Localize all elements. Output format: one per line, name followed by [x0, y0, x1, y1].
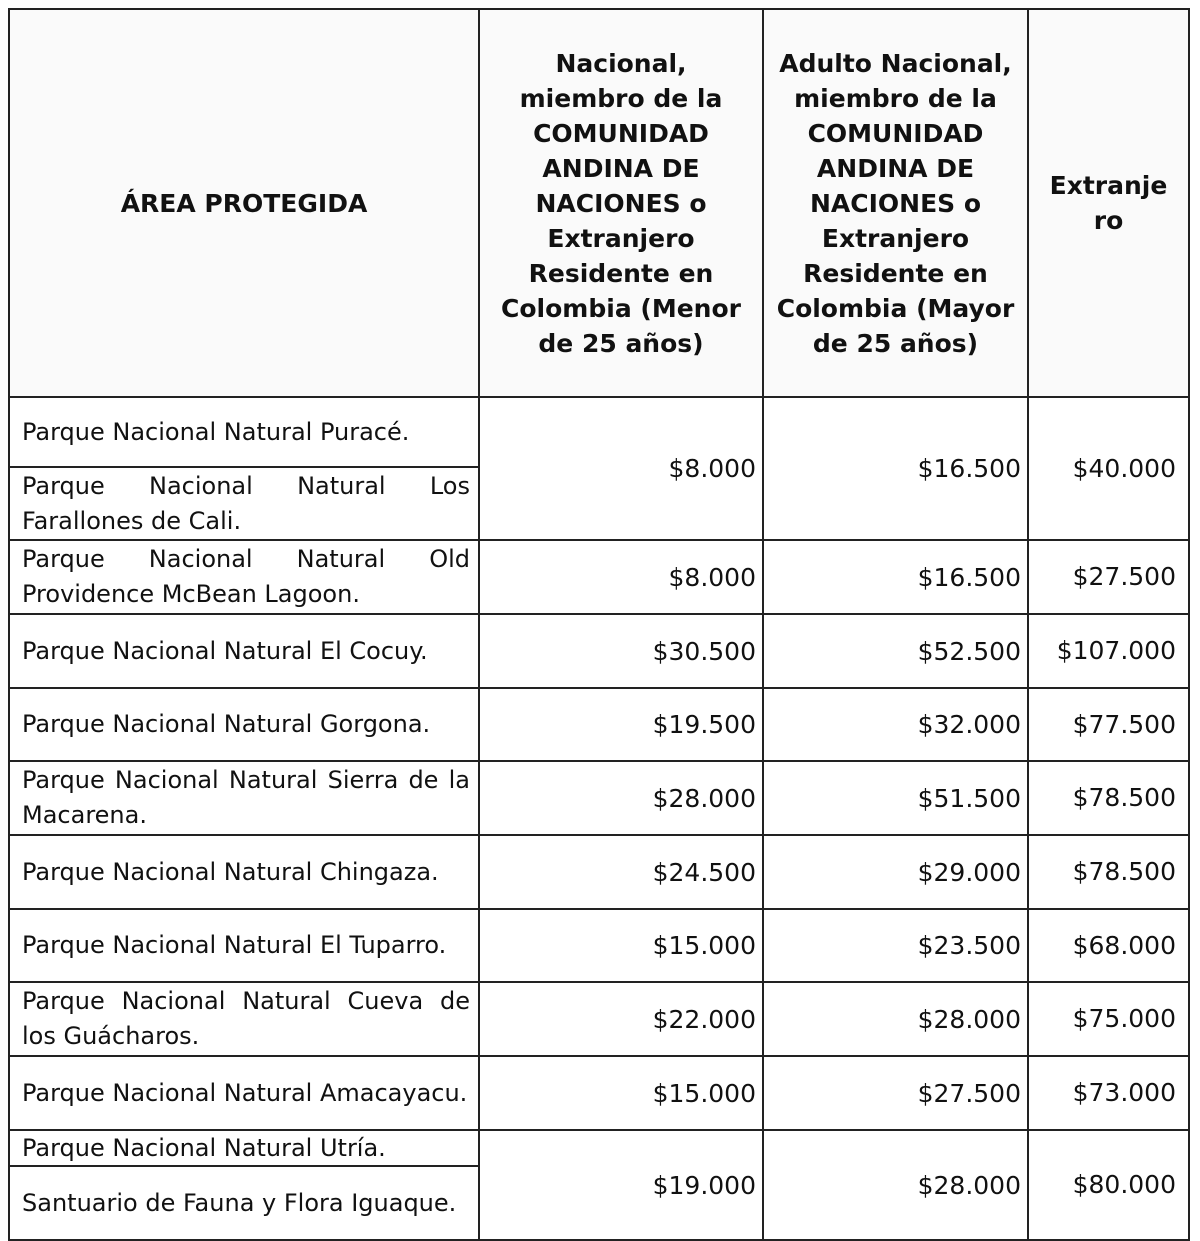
price-extranjero: $75.000 — [1028, 982, 1189, 1056]
price-extranjero: $78.500 — [1028, 835, 1189, 909]
table-row — [9, 540, 1189, 614]
tariff-table — [8, 8, 1190, 1241]
area-cell — [9, 688, 479, 761]
table-row — [9, 1130, 1189, 1240]
price-extranjero: $68.000 — [1028, 909, 1189, 982]
area-cell — [9, 540, 479, 614]
price-menor: $15.000 — [479, 909, 763, 982]
area-name — [10, 1167, 478, 1239]
area-name-text: Parque Nacional Natural Utría. — [22, 1133, 386, 1162]
table-row — [9, 835, 1189, 909]
price-menor: $22.000 — [479, 982, 763, 1056]
price-extranjero: $77.500 — [1028, 688, 1189, 761]
price-mayor: $52.500 — [763, 614, 1028, 688]
area-cell — [9, 761, 479, 835]
area-name-text: Parque Nacional Natural Chingaza. — [22, 857, 439, 886]
area-name-text: Parque Nacional Natural El Tuparro. — [22, 931, 447, 959]
area-name-text: Parque Nacional Natural Puracé. — [22, 417, 410, 446]
price-mayor: $32.000 — [763, 688, 1028, 761]
table-row — [9, 688, 1189, 761]
area-cell — [9, 614, 479, 688]
table-row — [9, 614, 1189, 688]
price-extranjero: $27.500 — [1028, 540, 1189, 614]
area-name-text: Parque Nacional Natural Sierra de la Macarena. — [22, 766, 470, 829]
price-menor: $19.000 — [479, 1130, 763, 1240]
area-cell — [9, 1130, 479, 1240]
area-name — [10, 689, 478, 760]
price-extranjero: $40.000 — [1028, 397, 1189, 540]
area-name — [10, 983, 478, 1055]
price-mayor: $23.500 — [763, 909, 1028, 982]
price-mayor: $16.500 — [763, 540, 1028, 614]
header-adulto-mayor: Adulto Nacional, miembro de la COMUNIDAD ANDINA DE NACIONES o Extranjero Residente en Colombia (Mayor de 25 años) — [763, 9, 1028, 397]
price-menor: $8.000 — [479, 397, 763, 540]
price-menor: $28.000 — [479, 761, 763, 835]
area-name-text: Parque Nacional Natural Gorgona. — [22, 710, 431, 738]
price-mayor: $51.500 — [763, 761, 1028, 835]
price-mayor: $29.000 — [763, 835, 1028, 909]
price-mayor: $16.500 — [763, 397, 1028, 540]
price-mayor: $28.000 — [763, 982, 1028, 1056]
header-extranjero-label: Extranjero — [1049, 171, 1168, 235]
area-name-text: Parque Nacional Natural Old Providence McBean Lagoon. — [22, 545, 470, 608]
price-menor: $8.000 — [479, 540, 763, 614]
price-menor: $19.500 — [479, 688, 763, 761]
table-row — [9, 397, 1189, 540]
header-area: ÁREA PROTEGIDA — [9, 9, 479, 397]
price-extranjero: $80.000 — [1028, 1130, 1189, 1240]
price-menor: $24.500 — [479, 835, 763, 909]
area-name-text: Santuario de Fauna y Flora Iguaque. — [22, 1188, 457, 1217]
area-name — [10, 762, 478, 834]
area-cell — [9, 397, 479, 540]
table-row — [9, 909, 1189, 982]
price-menor: $30.500 — [479, 614, 763, 688]
area-name — [10, 468, 478, 539]
area-name — [10, 541, 478, 613]
area-cell — [9, 1056, 479, 1130]
area-name-text: Parque Nacional Natural Los Farallones de Cali. — [22, 471, 470, 535]
area-name — [10, 1057, 478, 1129]
price-extranjero: $73.000 — [1028, 1056, 1189, 1130]
area-cell — [9, 909, 479, 982]
area-cell — [9, 835, 479, 909]
area-name — [10, 615, 478, 687]
header-nacional-menor: Nacional, miembro de la COMUNIDAD ANDINA DE NACIONES o Extranjero Residente en Colombia (Menor de 25 años) — [479, 9, 763, 397]
price-extranjero: $107.000 — [1028, 614, 1189, 688]
area-name — [10, 1131, 478, 1167]
price-mayor: $28.000 — [763, 1130, 1028, 1240]
area-name — [10, 910, 478, 981]
area-name — [10, 398, 478, 468]
area-name-text: Parque Nacional Natural El Cocuy. — [22, 636, 428, 665]
header-extranjero — [1028, 9, 1189, 397]
area-cell — [9, 982, 479, 1056]
price-menor: $15.000 — [479, 1056, 763, 1130]
area-name-text: Parque Nacional Natural Cueva de los Guácharos. — [22, 987, 470, 1050]
price-extranjero: $78.500 — [1028, 761, 1189, 835]
table-row — [9, 982, 1189, 1056]
area-name-text: Parque Nacional Natural Amacayacu. — [22, 1078, 468, 1107]
table-row — [9, 1056, 1189, 1130]
area-name — [10, 836, 478, 908]
price-mayor: $27.500 — [763, 1056, 1028, 1130]
table-row — [9, 761, 1189, 835]
header-row — [9, 9, 1189, 397]
